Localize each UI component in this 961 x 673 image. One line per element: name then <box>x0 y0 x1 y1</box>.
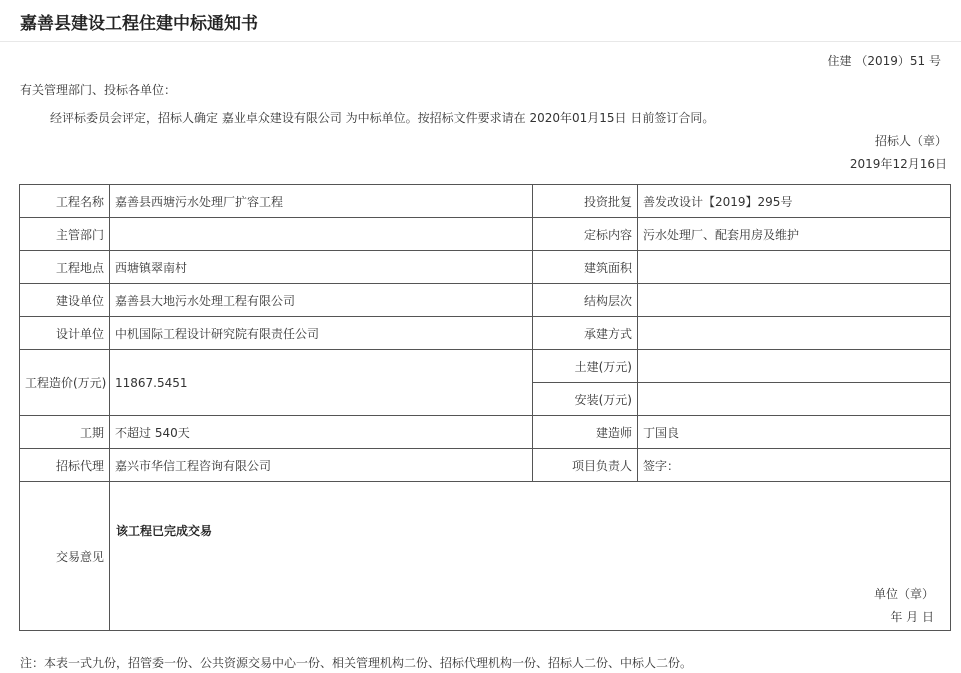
project-lead-label: 项目负责人 <box>533 449 638 482</box>
unit-seal: 单位（章） <box>873 587 934 601</box>
table-row <box>20 482 951 631</box>
issuer-seal: 招标人（章） <box>874 134 947 148</box>
constructor-label: 建造师 <box>533 416 638 449</box>
opinion-text: 该工程已完成交易 <box>116 524 213 538</box>
builder-label: 建设单位 <box>20 284 110 317</box>
bid-content-label: 定标内容 <box>533 218 638 251</box>
investment-approval-label: 投资批复 <box>533 185 638 218</box>
building-area-label: 建筑面积 <box>533 251 638 284</box>
builder-value: 嘉善县大地污水处理工程有限公司 <box>110 284 533 317</box>
table-row <box>20 218 951 251</box>
designer-label: 设计单位 <box>20 317 110 350</box>
table-row <box>20 284 951 317</box>
agent-value: 嘉兴市华信工程咨询有限公司 <box>110 449 533 482</box>
document-number: 住建 （2019）51 号 <box>827 54 941 68</box>
project-lead-value: 签字： <box>638 449 951 482</box>
structure-floors-label: 结构层次 <box>533 284 638 317</box>
table-row <box>20 416 951 449</box>
cost-label: 工程造价(万元) <box>20 350 110 416</box>
duration-value: 不超过 540天 <box>110 416 533 449</box>
contract-mode-value <box>638 317 951 350</box>
contract-mode-label: 承建方式 <box>533 317 638 350</box>
table-row <box>20 449 951 482</box>
install-value <box>638 383 951 416</box>
seal-date: 年 月 日 <box>890 610 934 624</box>
title-divider <box>0 41 961 42</box>
cost-value: 11867.5451 <box>110 350 533 416</box>
notice-body: 经评标委员会评定，招标人确定 嘉业卓众建设有限公司 为中标单位。按招标文件要求请在 2020年01月15日 日前签订合同。 <box>50 111 715 125</box>
project-name-label: 工程名称 <box>20 185 110 218</box>
table-row <box>20 350 951 383</box>
investment-approval-value: 善发改设计【2019】295号 <box>638 185 951 218</box>
table-row <box>20 317 951 350</box>
duration-label: 工期 <box>20 416 110 449</box>
structure-floors-value <box>638 284 951 317</box>
bid-content-value: 污水处理厂、配套用房及维护 <box>638 218 951 251</box>
building-area-value <box>638 251 951 284</box>
opinion-label: 交易意见 <box>20 482 110 631</box>
award-form-table <box>19 184 951 631</box>
authority-value <box>110 218 533 251</box>
footnote: 注：本表一式九份，招管委一份、公共资源交易中心一份、相关管理机构二份、招标代理机构一份、招标人二份、中标人二份。 <box>20 656 693 670</box>
issue-date: 2019年12月16日 <box>849 157 947 171</box>
addressee: 有关管理部门、投标各单位： <box>20 83 177 97</box>
install-label: 安装(万元) <box>533 383 638 416</box>
authority-label: 主管部门 <box>20 218 110 251</box>
civil-label: 土建(万元) <box>533 350 638 383</box>
location-value: 西塘镇翠南村 <box>110 251 533 284</box>
constructor-value: 丁国良 <box>638 416 951 449</box>
table-row <box>20 251 951 284</box>
page-title: 嘉善县建设工程住建中标通知书 <box>20 14 258 34</box>
designer-value: 中机国际工程设计研究院有限责任公司 <box>110 317 533 350</box>
project-name-value: 嘉善县西塘污水处理厂扩容工程 <box>110 185 533 218</box>
table-row <box>20 185 951 218</box>
location-label: 工程地点 <box>20 251 110 284</box>
opinion-cell <box>110 482 951 631</box>
agent-label: 招标代理 <box>20 449 110 482</box>
civil-value <box>638 350 951 383</box>
